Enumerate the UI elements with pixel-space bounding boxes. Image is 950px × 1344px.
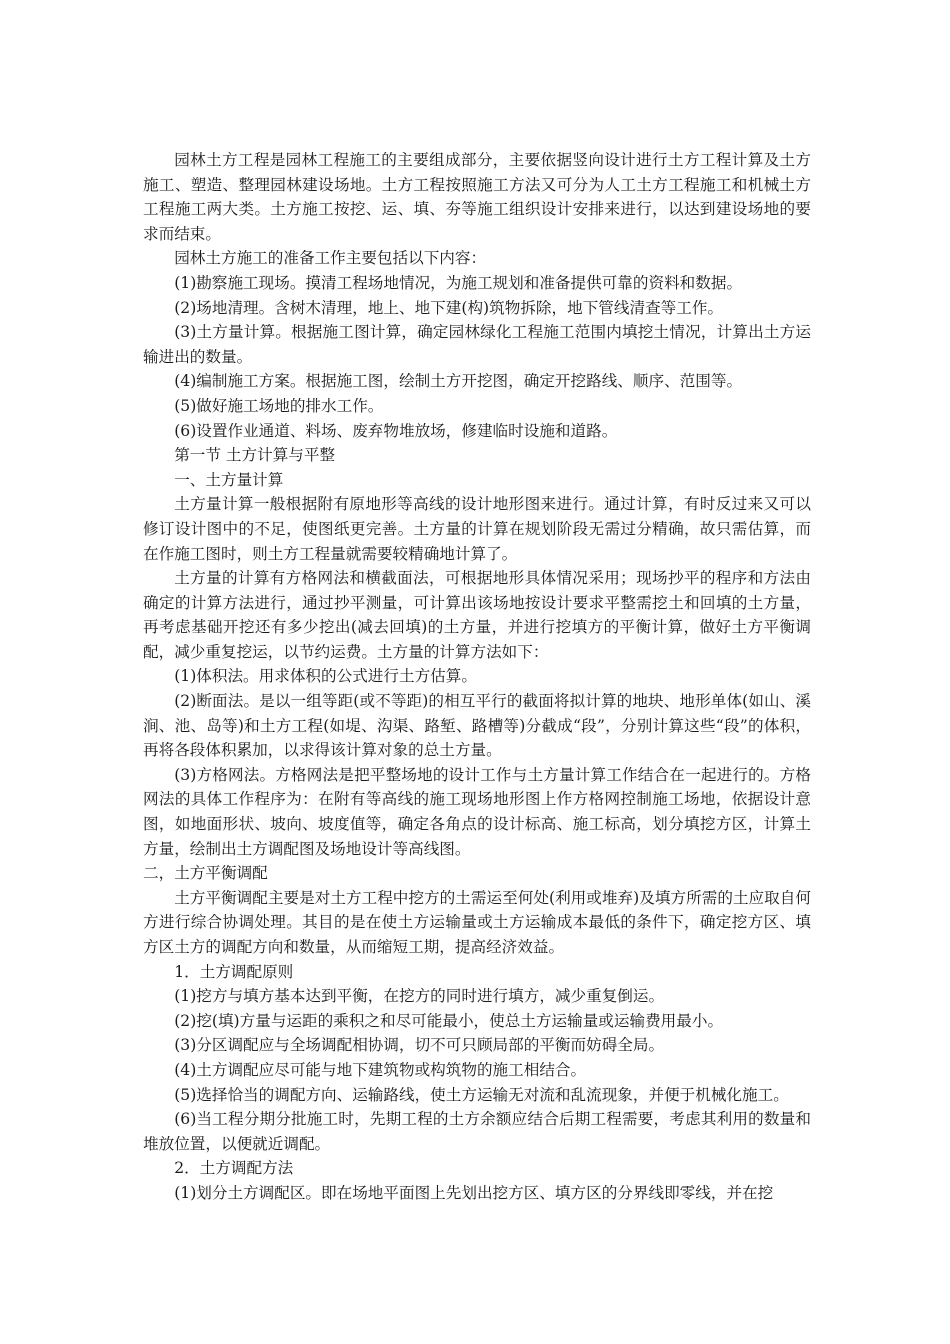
document-body: [143, 148, 811, 1206]
list-item-principle-3: (3)分区调配应与全场调配相协调，切不可只顾局部的平衡而妨碍全局。: [174, 1036, 665, 1055]
list-item-prep-6: (6)设置作业通道、料场、废弃物堆放场，修建临时设施和道路。: [174, 421, 618, 440]
sub-heading-methods: 2．土方调配方法: [174, 1159, 294, 1178]
paragraph-calc-methods: 土方量的计算有方格网法和横截面法，可根据地形具体情况采用；现场抄平的程序和方法由确定的计算方法进行，通过抄平测量，可计算出该场地按设计要求平整需挖土和回填的土方量，再考虑基础开挖还有多少挖出(减去回填)的土方量，并进行挖填方的平衡计算，做好土方平衡调配，减少重复挖运，以节约运费。土方量的计算方法如下：: [143, 569, 811, 661]
list-item-principle-6: (6)当工程分期分批施工时，先期工程的土方余额应结合后期工程需要，考虑其利用的数量和堆放位置，以便就近调配。: [143, 1110, 811, 1153]
paragraph-calc-intro: 土方量计算一般根据附有原地形等高线的设计地形图来进行。通过计算，有时反过来又可以修订设计图中的不足，使图纸更完善。土方量的计算在规划阶段无需过分精确，故只需估算，而在作施工图时，则土方工程量就需要较精确地计算了。: [143, 495, 811, 563]
subsection-heading-2: 二，土方平衡调配: [143, 864, 268, 883]
list-item-prep-5: (5)做好施工场地的排水工作。: [174, 396, 384, 415]
subsection-heading-1: 一、土方量计算: [174, 470, 284, 489]
list-item-prep-4: (4)编制施工方案。根据施工图，绘制土方开挖图，确定开挖路线、顺序、范围等。: [174, 372, 743, 391]
sub-heading-principles: 1．土方调配原则: [174, 962, 294, 981]
list-item-prep-3: (3)土方量计算。根据施工图计算，确定园林绿化工程施工范围内填挖土情况，计算出土方运输进出的数量。: [143, 323, 811, 366]
list-item-calc-1: (1)体积法。用求体积的公式进行土方估算。: [174, 667, 477, 686]
list-item-principle-4: (4)土方调配应尽可能与地下建筑物或构筑物的施工相结合。: [174, 1060, 587, 1079]
list-item-prep-1: (1)勘察施工现场。摸清工程场地情况，为施工规划和准备提供可靠的资料和数据。: [174, 273, 743, 292]
paragraph-intro: 园林土方工程是园林工程施工的主要组成部分，主要依据竖向设计进行土方工程计算及土方施工、塑造、整理园林建设场地。土方工程按照施工方法又可分为人工土方工程施工和机械土方工程施工两大类。土方施工按挖、运、填、夯等施工组织设计安排来进行，以达到建设场地的要求而结束。: [143, 151, 811, 243]
list-item-calc-3: (3)方格网法。方格网法是把平整场地的设计工作与土方量计算工作结合在一起进行的。方格网法的具体工作程序为：在附有等高线的施工现场地形图上作方格网控制施工场地，依据设计意图，如地面形状、坡向、坡度值等，确定各角点的设计标高、施工标高，划分填挖方区，计算土方量，绘制出土方调配图及场地设计等高线图。: [143, 765, 811, 858]
section-heading-1: 第一节 土方计算与平整: [174, 446, 336, 465]
list-item-principle-2: (2)挖(填)方量与运距的乘积之和尽可能最小，使总土方运输量或运输费用最小。: [174, 1011, 724, 1030]
list-item-principle-1: (1)挖方与填方基本达到平衡，在挖方的同时进行填方，减少重复倒运。: [174, 987, 665, 1006]
paragraph-prep-heading: 园林土方施工的准备工作主要包括以下内容：: [174, 249, 487, 268]
list-item-calc-2: (2)断面法。是以一组等距(或不等距)的相互平行的截面将拟计算的地块、地形单体(如山、溪涧、池、岛等)和土方工程(如堤、沟渠、路堑、路槽等)分截成“段”，分别计算这些“段”的体积，再将各段体积累加，以求得该计算对象的总土方量。: [143, 692, 811, 760]
paragraph-balance-intro: 土方平衡调配主要是对土方工程中挖方的土需运至何处(利用或堆弃)及填方所需的土应取自何方进行综合协调处理。其目的是在使土方运输量或土方运输成本最低的条件下，确定挖方区、填方区土方的调配方向和数量，从而缩短工期，提高经济效益。: [143, 888, 811, 956]
list-item-prep-2: (2)场地清理。含树木清理，地上、地下建(构)筑物拆除，地下管线清查等工作。: [174, 298, 724, 317]
list-item-method-1: (1)划分土方调配区。即在场地平面图上先划出挖方区、填方区的分界线即零线，并在挖: [174, 1183, 774, 1202]
list-item-principle-5: (5)选择恰当的调配方向、运输路线，使土方运输无对流和乱流现象，并便于机械化施工。: [174, 1085, 789, 1104]
